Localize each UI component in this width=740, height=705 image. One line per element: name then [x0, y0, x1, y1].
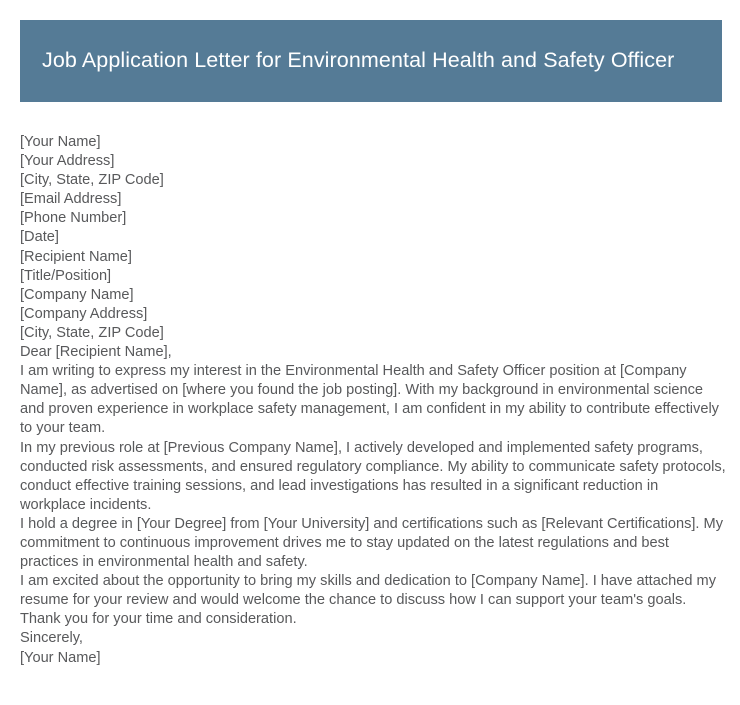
document-header-banner — [20, 20, 722, 102]
body-paragraph-2: In my previous role at [Previous Company Name], I actively developed and implemented safety programs, conducted risk assessments, and ensured regulatory compliance. My ability to communicate safety protocols, conduct effective training sessions, and lead investigations has resulted in a significant reduction in workplace incidents. — [20, 439, 726, 513]
recipient-address-block — [20, 248, 726, 343]
recipient-line: [Recipient Name] — [20, 248, 132, 265]
sender-line: [Phone Number] — [20, 210, 127, 227]
sender-address-block — [20, 133, 726, 248]
sender-line: [Date] — [20, 229, 59, 246]
closing-thanks: Thank you for your time and consideration. — [20, 611, 297, 628]
document-title: Job Application Letter for Environmental Health and Safety Officer — [42, 48, 675, 73]
letter-body — [20, 133, 726, 668]
body-paragraph-4: I am excited about the opportunity to bring my skills and dedication to [Company Name]. I have attached my resume for your review and would welcome the chance to discuss how I can support your team's goals. — [20, 573, 717, 609]
sender-line: [Your Name] — [20, 134, 101, 150]
salutation: Dear [Recipient Name], — [20, 344, 172, 361]
recipient-line: [Company Name] — [20, 286, 134, 303]
recipient-line: [City, State, ZIP Code] — [20, 324, 164, 341]
sender-line: [City, State, ZIP Code] — [20, 172, 164, 189]
closing-salutation: Sincerely, — [20, 630, 83, 647]
recipient-line: [Company Address] — [20, 305, 148, 322]
signature-name: [Your Name] — [20, 649, 101, 666]
body-paragraph-3: I hold a degree in [Your Degree] from [Your University] and certifications such as [Relevant Certifications]. My commitment to continuous improvement drives me to stay updated on the latest regulations and best practices in environmental health and safety. — [20, 515, 723, 571]
body-paragraph-1: I am writing to express my interest in the Environmental Health and Safety Officer position at [Company Name], as advertised on [where you found the job posting]. With my background in environmental science and proven experience in workplace safety management, I am confident in my ability to contribute effectively to your team. — [20, 363, 719, 437]
sender-line: [Your Address] — [20, 153, 115, 170]
recipient-line: [Title/Position] — [20, 267, 112, 284]
sender-line: [Email Address] — [20, 191, 122, 208]
